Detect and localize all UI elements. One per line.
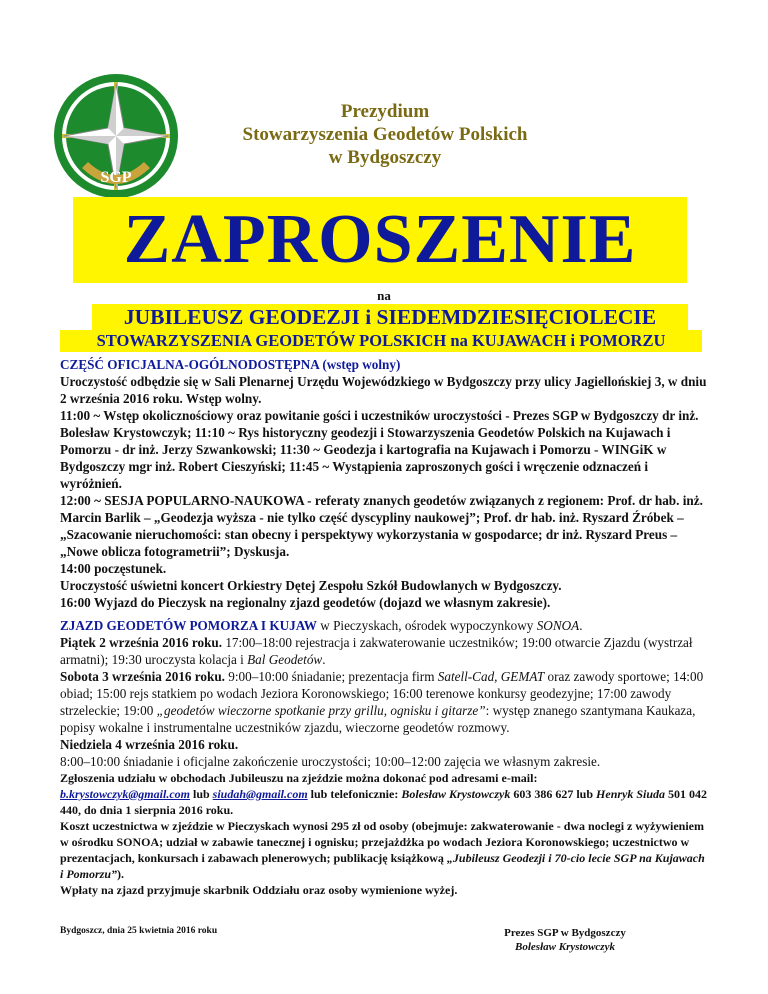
saturday-text-3: : występ znanego szantymana Kaukaza, popisy wokalne i instrumentalne uczestników zjazdu, wieczorne geodetów rozmowy. — [60, 703, 696, 735]
venue-name: SONOA — [536, 618, 580, 633]
cost-text: Koszt uczestnictwa w zjeździe w Pieczyskach wynosi 295 zł od osoby (obejmuje: zakwaterowanie - dwa noclegi z wyżywieniem w ośrodku SONOA; udział w zabawie tanecznej i ognisku; przejażdżka po wodach Jeziora Koronowskiego; uczestnictwo w prezentacjach, konkursach i zabawach plenerowych; publikację książkową — [60, 819, 704, 865]
page-title: ZAPROSZENIE — [123, 201, 637, 278]
signature-title: Prezes SGP w Bydgoszczy — [504, 927, 626, 939]
payment-info: Wpłaty na zjazd przyjmuje skarbnik Oddziału oraz osoby wymienione wyżej. — [60, 883, 458, 897]
section1-program: 11:00 ~ Wstęp okolicznościowy oraz powitanie gości i uczestników uroczystości - Prezes SGP w Bydgoszczy dr inż. Bolesław Krystowczyk; 11:10 ~ Rys historyczny geodezji i Stowarzyszenia Geodetów Polskich na Kujawach i Pomorzu - dr inż. Jerzy Szwankowski; 11:30 ~ Geodezja i kartografia na Kujawach i Pomorzu - WINGiK w Bydgoszczy mgr inż. Robert Cieszyński; 11:45 ~ Wystąpienia zaproszonych gości i wręczenie odznaczeń i wyróżnień. — [60, 408, 699, 491]
invitation-body — [60, 356, 710, 898]
logo-text: SGP — [100, 169, 132, 186]
section2-heading-rest: w Pieczyskach, ośrodek wypoczynkowy — [316, 618, 537, 633]
friday-end: . — [322, 652, 326, 667]
saturday-text-2: oraz zawody sportowe; 14:00 obiad; 15:00 rejs statkiem po wodach Jeziora Koronowskiego; 16:00 terenowe konkursy geodezyjne; 17:00 zawody strzeleckie; 19:00 — [60, 669, 704, 718]
org-line-3: w Bydgoszczy — [328, 147, 442, 168]
signature-name: Bolesław Krystowczyk — [515, 941, 615, 953]
ball-name: Bal Geodetów — [247, 652, 323, 667]
or-text: lub — [189, 787, 213, 801]
na-label: na — [377, 288, 391, 303]
sunday-label: Niedziela 4 września 2016 roku. — [60, 737, 239, 752]
cost-info — [60, 818, 710, 882]
section1-venue: Uroczystość odbędzie się w Sali Plenarnej Urzędu Wojewódzkiego w Bydgoszczy przy ulicy Jagiellońskiej 3, w dniu 2 września 2016 roku. Wstęp wolny. — [60, 374, 707, 406]
firm-names: Satell-Cad, GEMAT — [437, 669, 545, 684]
organization-name — [190, 100, 580, 169]
sunday-program: 8:00–10:00 śniadanie i oficjalne zakończenie uroczystości; 10:00–12:00 zajęcia we własnym zakresie. — [60, 754, 601, 769]
saturday-program — [60, 668, 710, 736]
book-title: „Jubileusz Geodezji i 70-cio lecie SGP na Kujawach i Pomorzu” — [60, 851, 705, 881]
contact-name-1: Bolesław Krystowczyk — [401, 787, 511, 801]
section1-heading: CZĘŚĆ OFICJALNA-OGÓLNODOSTĘPNA (wstęp wolny) — [60, 357, 401, 372]
phone-2: 501 042 440, do dnia 1 sierpnia 2016 roku. — [60, 787, 708, 817]
saturday-text-1: 9:00–10:00 śniadanie; prezentacja firm — [224, 669, 438, 684]
section1-lunch: 14:00 poczęstunek. — [60, 561, 167, 576]
section1-session: 12:00 ~ SESJA POPULARNO-NAUKOWA - referaty znanych geodetów związanych z regionem: Prof. dr hab. inż. Marcin Barlik – „Geodezja wyższa - nie tylko część dyscypliny naukowej”; Prof. dr hab. inż. Ryszard Źróbek – „Szacowanie nieruchomości: stan obecny i perspektywy wykorzystania w gospodarce; dr inż. Ryszard Preus – „Nowe oblicza fotogrametrii”; Dyskusja. — [60, 493, 703, 559]
org-line-1: Prezydium — [340, 101, 430, 122]
section1-departure: 16:00 Wyjazd do Pieczysk na regionalny zjazd geodetów (dojazd we własnym zakresie). — [60, 595, 551, 610]
friday-text: 17:00–18:00 rejestracja i zakwaterowanie uczestników; 19:00 otwarcie Zjazdu (wystrzał armatni); 19:30 uroczysta kolacja i — [60, 635, 693, 667]
phone-intro: lub telefonicznie: — [307, 787, 402, 801]
registration-contacts — [60, 786, 710, 818]
registration-info — [60, 770, 710, 898]
section2-heading: ZJAZD GEODETÓW POMORZA I KUJAW — [60, 618, 317, 633]
email-link-krystowczyk[interactable]: b.krystowczyk@gmail.com — [60, 787, 190, 801]
friday-program — [60, 634, 710, 668]
friday-label: Piątek 2 września 2016 roku. — [60, 635, 223, 650]
place-date: Bydgoszcz, dnia 25 kwietnia 2016 roku — [60, 926, 218, 936]
event-subtitle: STOWARZYSZENIA GEODETÓW POLSKICH na KUJAWACH i POMORZU — [60, 330, 702, 352]
heading-dot: . — [579, 618, 583, 633]
section2-heading-line — [60, 617, 710, 634]
signature — [450, 926, 680, 954]
section1-concert: Uroczystość uświetni koncert Orkiestry Dętej Zespołu Szkół Budowlanych w Bydgoszczy. — [60, 578, 562, 593]
cost-end: ). — [117, 867, 125, 881]
registration-text: Zgłoszenia udziału w obchodach Jubileuszu na zjeździe można dokonać pod adresami e-mail: — [60, 771, 538, 785]
sgp-logo — [52, 72, 180, 200]
evening-party: „geodetów wieczorne spotkanie przy grillu, ognisku i gitarze” — [156, 703, 486, 718]
title-banner — [73, 197, 687, 283]
org-line-2: Stowarzyszenia Geodetów Polskich — [242, 124, 528, 145]
contact-name-2: Henryk Siuda — [596, 787, 666, 801]
event-title: JUBILEUSZ GEODEZJI i SIEDEMDZIESIĘCIOLECIE — [92, 304, 688, 330]
phone-1: 603 386 627 lub — [510, 787, 597, 801]
saturday-label: Sobota 3 września 2016 roku. — [60, 669, 225, 684]
email-link-siuda[interactable]: siudah@gmail.com — [212, 787, 308, 801]
